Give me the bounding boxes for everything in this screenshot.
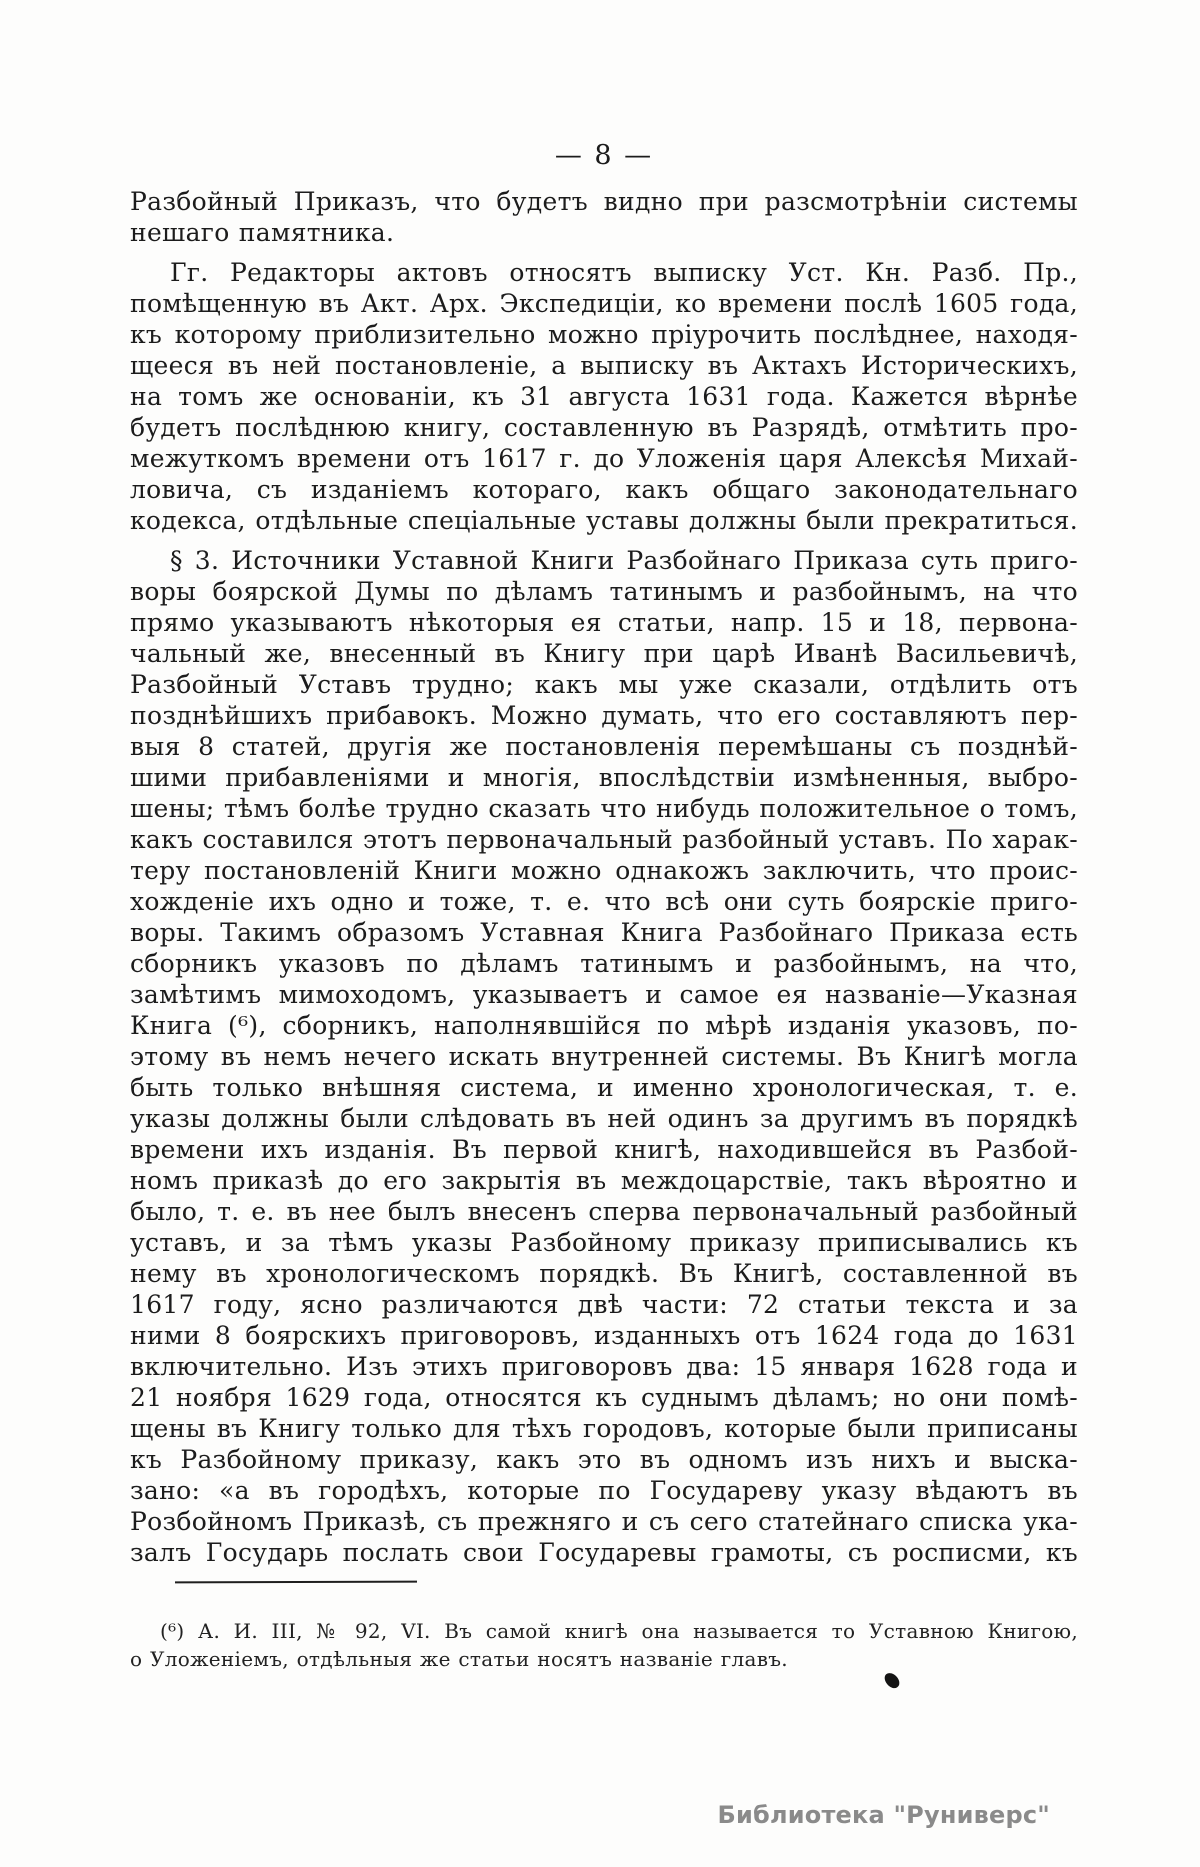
text-line: теру постановленій Книги можно однакожъ заключить, что проис- [130,856,1078,885]
page-number: — 8 — [554,140,654,171]
text-line: включительно. Изъ этихъ приговоровъ два: 15 января 1628 года и [130,1352,1078,1381]
paragraph [130,257,1078,536]
text-line: щееся въ ней постановленіе, а выписку въ Актахъ Историческихъ, [130,351,1078,380]
text-line: воры. Такимъ образомъ Уставная Книга Разбойнаго Приказа есть [130,918,1078,947]
text-line: сборникъ указовъ по дѣламъ татинымъ и разбойнымъ, на что, [130,949,1078,978]
text-line: чальный же, внесенный въ Книгу при царѣ Иванѣ Васильевичѣ, [130,639,1078,668]
library-watermark: Библиотека "Руниверс" [717,1801,1050,1829]
text-line: Розбойномъ Приказѣ, съ прежняго и съ сего статейнаго списка ука- [130,1507,1078,1536]
text-line: воры боярской Думы по дѣламъ татинымъ и разбойнымъ, на что [130,577,1078,606]
text-line: къ Разбойному приказу, какъ это въ одномъ изъ нихъ и выска- [130,1445,1078,1474]
text-line: нему въ хронологическомъ порядкѣ. Въ Книгѣ, составленной въ [130,1259,1078,1288]
text-line: замѣтимъ мимоходомъ, указываетъ и самое ея названіе—Указная [130,980,1078,1009]
footnote [130,1617,1078,1673]
text-line: Разбойный Уставъ трудно; какъ мы уже сказали, отдѣлить отъ [130,670,1078,699]
text-line: Гг. Редакторы актовъ относятъ выписку Уст. Кн. Разб. Пр., [170,258,1078,287]
text-line: быть только внѣшняя система, и именно хронологическая, т. е. [130,1073,1078,1102]
text-line: (⁶) А. И. III, № 92, VI. Въ самой книгѣ она называется то Уставною Книгою, [160,1619,1078,1643]
text-line: хожденіе ихъ одно и тоже, т. е. что всѣ они суть боярскіе приго- [130,887,1078,916]
text-line: прямо указываютъ нѣкоторыя ея статьи, напр. 15 и 18, первона- [130,608,1078,637]
text-line: къ которому приблизительно можно пріурочить послѣднее, находя- [130,320,1078,349]
text-line: зано: «а въ городѣхъ, которые по Государеву указу вѣдаютъ въ [130,1476,1078,1505]
text-line: о Уложеніемъ, отдѣльныя же статьи носятъ названіе главъ. [130,1647,788,1671]
text-line: ними 8 боярскихъ приговоровъ, изданныхъ отъ 1624 года до 1631 [130,1321,1078,1350]
text-line: кодекса, отдѣльные спеціальные уставы должны были прекратиться. [130,506,1078,535]
body-paragraphs [130,186,1078,1568]
text-line: залъ Государь послать свои Государевы грамоты, съ росписми, къ [130,1538,1078,1567]
text-line: на томъ же основаніи, къ 31 августа 1631 года. Кажется вѣрнѣе [130,382,1078,411]
text-line: Разбойный Приказъ, что будетъ видно при разсмотрѣніи системы [130,187,1078,216]
text-line: нешаго памятника. [130,218,395,247]
text-line: будетъ послѣднюю книгу, составленную въ Разрядѣ, отмѣтить про- [130,413,1078,442]
text-line: выя 8 статей, другія же постановленія перемѣшаны съ позднѣй- [130,732,1078,761]
footnote-separator-rule [175,1581,417,1584]
text-line: времени ихъ изданія. Въ первой книгѣ, находившейся въ Разбой- [130,1135,1078,1164]
text-line: 1617 году, ясно различаются двѣ части: 72 статьи текста и за [130,1290,1078,1319]
text-line: указы должны были слѣдовать въ ней одинъ за другимъ въ порядкѣ [130,1104,1078,1133]
text-line: межуткомъ времени отъ 1617 г. до Уложенія царя Алексѣя Михай- [130,444,1078,473]
paragraph [130,545,1078,1568]
ink-blot-mark [882,1670,902,1691]
text-line: позднѣйшихъ прибавокъ. Можно думать, что его составляютъ пер- [130,701,1078,730]
text-line: § 3. Источники Уставной Книги Разбойнаго Приказа суть приго- [170,546,1078,575]
text-line: уставъ, и за тѣмъ указы Разбойному приказу приписывались къ [130,1228,1078,1257]
text-line: этому въ немъ нечего искать внутренней системы. Въ Книгѣ могла [130,1042,1078,1071]
text-line: шены; тѣмъ болѣе трудно сказать что нибудь положительное о томъ, [130,794,1078,823]
text-line: ловича, съ изданіемъ котораго, какъ общаго законодательнаго [130,475,1078,504]
text-line: какъ составился этотъ первоначальный разбойный уставъ. По харак- [130,825,1078,854]
text-line: номъ приказѣ до его закрытія въ междоцарствіе, такъ вѣроятно и [130,1166,1078,1195]
text-line: щены въ Книгу только для тѣхъ городовъ, которые были приписаны [130,1414,1078,1443]
paragraph [130,186,1078,248]
text-line: 21 ноября 1629 года, относятся къ суднымъ дѣламъ; но они помѣ- [130,1383,1078,1412]
text-line: шими прибавленіями и многія, впослѣдствіи измѣненныя, выбро- [130,763,1078,792]
text-line: помѣщенную въ Акт. Арх. Экспедиціи, ко времени послѣ 1605 года, [130,289,1078,318]
text-line: Книга (⁶), сборникъ, наполнявшійся по мѣрѣ изданія указовъ, по- [130,1011,1078,1040]
page-text-block [130,186,1078,1673]
text-line: было, т. е. въ нее былъ внесенъ сперва первоначальный разбойный [130,1197,1078,1226]
